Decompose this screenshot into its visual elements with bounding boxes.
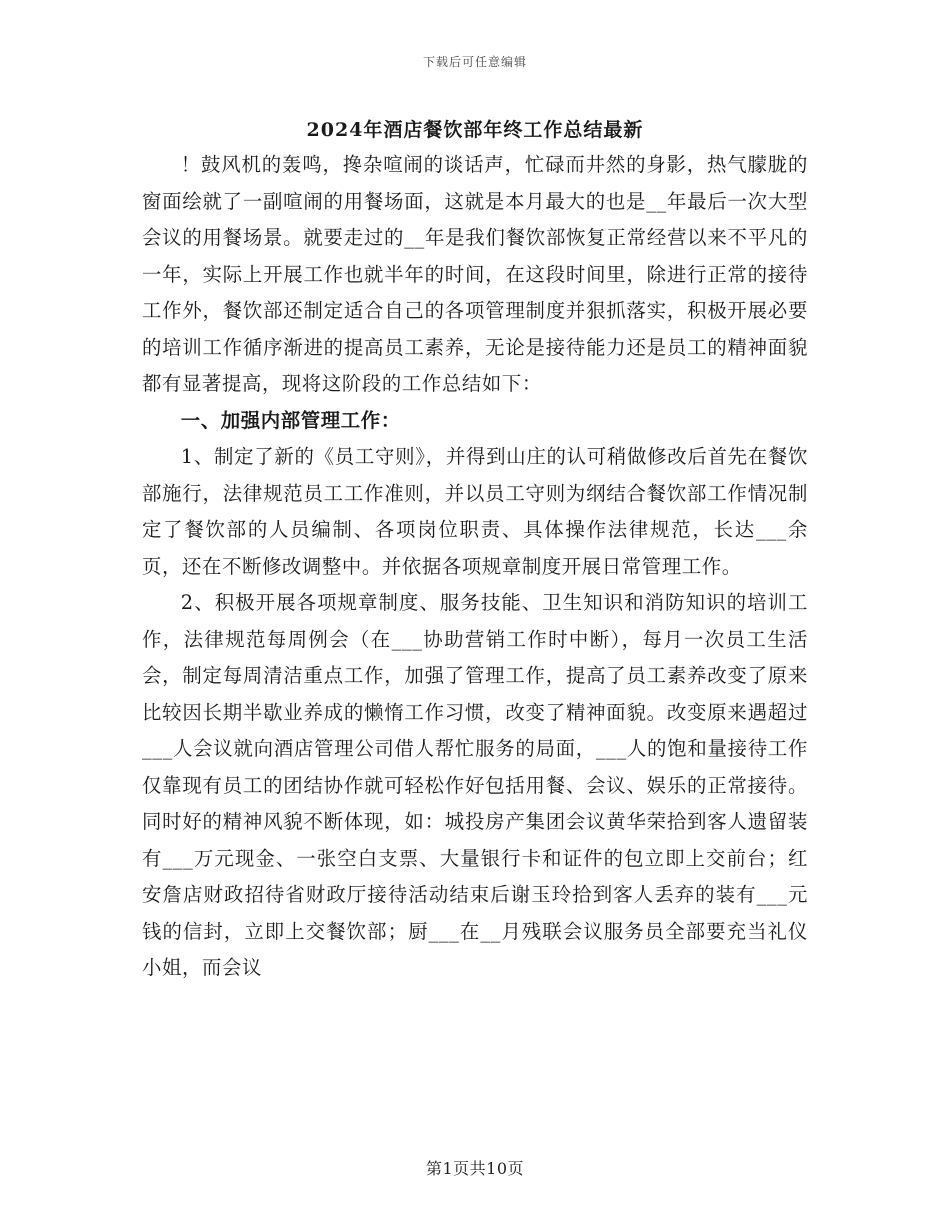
intro-paragraph: ！鼓风机的轰鸣，搀杂喧闹的谈话声，忙碌而井然的身影，热气朦胧的窗面绘就了一副喧闹的用餐场面，这就是本月最大的也是__年最后一次大型会议的用餐场景。就要走过的__年是我们餐饮部恢复正常经营以来不平凡的一年，实际上开展工作也就半年的时间，在这段时间里，除进行正常的接待工作外，餐饮部还制定适合自己的各项管理制度并狠抓落实，积极开展必要的培训工作循序渐进的提高员工素养，无论是接待能力还是员工的精神面貌都有显著提高，现将这阶段的工作总结如下： [142, 153, 808, 395]
document-title: 2024年酒店餐饮部年终工作总结最新 [306, 119, 644, 141]
page-footer: 第1页共10页 [425, 1159, 525, 1178]
header-note: 下载后可任意编辑 [422, 55, 527, 69]
section-heading-1: 一、加强内部管理工作： [180, 408, 401, 432]
paragraph-item-2: 2、积极开展各项规章制度、服务技能、卫生知识和消防知识的培训工作，法律规范每周例会（在___协助营销工作时中断），每月一次员工生活会，制定每周清洁重点工作，加强了管理工作，提高了员工素养改变了原来比较因长期半歇业养成的懒惰工作习惯，改变了精神面貌。改变原来遇超过___人会议就向酒店管理公司借人帮忙服务的局面，___人的饱和量接待工作仅靠现有员工的团结协作就可轻松作好包括用餐、会议、娱乐的正常接待。同时好的精神风貌不断体现，如：城投房产集团会议黄华荣拾到客人遗留装有___万元现金、一张空白支票、大量银行卡和证件的包立即上交前台；红安詹店财政招待省财政厅接待活动结束后谢玉玲拾到客人丢弃的装有___元钱的信封，立即上交餐饮部；厨___在__月残联会议服务员全部要充当礼仪小姐，而会议 [142, 591, 808, 979]
paragraph-item-1: 1、制定了新的《员工守则》，并得到山庄的认可稍做修改后首先在餐饮部施行，法律规范员工工作准则，并以员工守则为纲结合餐饮部工作情况制定了餐饮部的人员编制、各项岗位职责、具体操作法律规范，长达___余页，还在不断修改调整中。并依据各项规章制度开展日常管理工作。 [142, 445, 808, 578]
document-body [142, 147, 808, 987]
